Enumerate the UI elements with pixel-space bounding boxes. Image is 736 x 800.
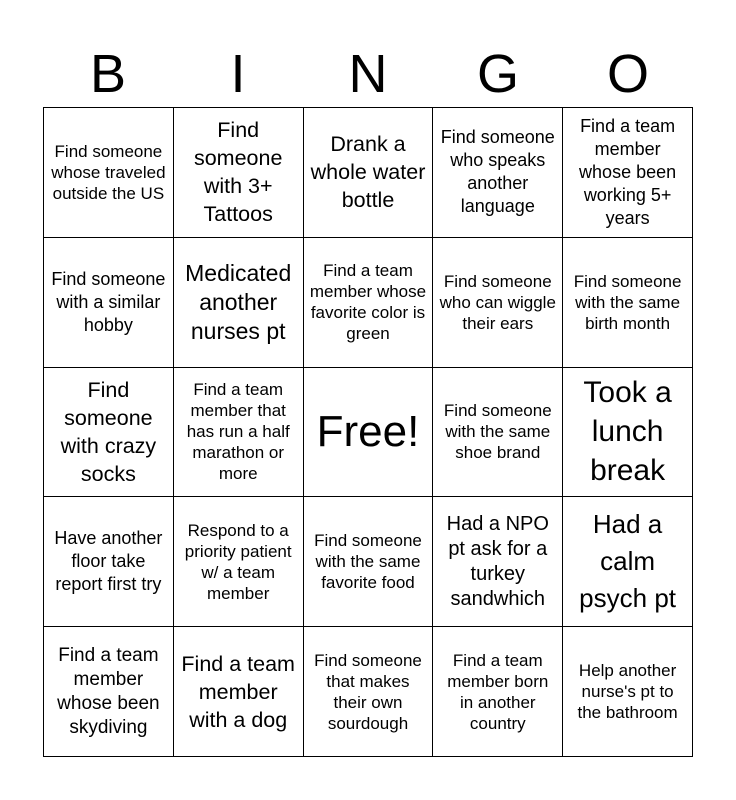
cell-text: Had a NPO pt ask for a turkey sandwhich <box>446 512 549 610</box>
bingo-cell[interactable] <box>304 497 434 627</box>
free-space[interactable] <box>304 368 434 498</box>
bingo-cell[interactable] <box>44 497 174 627</box>
cell-text: Find someone who speaks another language <box>440 127 555 217</box>
bingo-header <box>43 40 693 108</box>
bingo-cell[interactable] <box>44 627 174 757</box>
bingo-cell[interactable] <box>44 108 174 238</box>
bingo-cell[interactable] <box>433 627 563 757</box>
bingo-cell[interactable] <box>433 108 563 238</box>
bingo-cell[interactable] <box>44 238 174 368</box>
bingo-cell[interactable] <box>174 238 304 368</box>
header-letter-i: I <box>230 44 246 104</box>
cell-text: Find someone whose traveled outside the US <box>51 141 166 203</box>
cell-text: Find a team member whose been skydiving <box>57 644 160 738</box>
cell-text: Find someone that makes their own sourdough <box>314 650 422 733</box>
header-letter-n: N <box>348 44 388 104</box>
cell-text: Find a team member with a dog <box>181 651 295 732</box>
cell-text: Help another nurse's pt to the bathroom <box>577 661 678 723</box>
bingo-cell[interactable] <box>563 497 693 627</box>
bingo-cell[interactable] <box>433 497 563 627</box>
bingo-cell[interactable] <box>433 368 563 498</box>
bingo-cell[interactable] <box>433 238 563 368</box>
bingo-cell[interactable] <box>174 627 304 757</box>
free-space-text: Free! <box>316 406 420 456</box>
cell-text: Find someone with the same shoe brand <box>443 401 552 463</box>
bingo-cell[interactable] <box>563 238 693 368</box>
bingo-cell[interactable] <box>563 627 693 757</box>
bingo-cell[interactable] <box>563 108 693 238</box>
cell-text: Medicated another nurses pt <box>185 259 292 344</box>
cell-text: Find someone with a similar hobby <box>51 268 166 335</box>
header-letter-g: G <box>476 44 519 104</box>
bingo-cell[interactable] <box>174 497 304 627</box>
bingo-cell[interactable] <box>304 108 434 238</box>
bingo-cell[interactable] <box>563 368 693 498</box>
bingo-cell[interactable] <box>174 368 304 498</box>
cell-text: Find someone with 3+ Tattoos <box>193 118 283 227</box>
cell-text: Find a team member that has run a half marathon or more <box>186 380 290 484</box>
bingo-board <box>43 107 693 757</box>
cell-text: Find someone with crazy socks <box>60 377 157 486</box>
cell-text: Find a team member born in another country <box>447 650 549 733</box>
header-letter-o: O <box>606 44 649 104</box>
cell-text: Find someone with the same favorite food <box>314 531 422 593</box>
bingo-cell[interactable] <box>304 627 434 757</box>
cell-text: Have another floor take report first try <box>54 528 163 595</box>
bingo-cell[interactable] <box>44 368 174 498</box>
cell-text: Find someone with the same birth month <box>573 271 682 333</box>
cell-text: Find a team member whose been working 5+ years <box>579 115 677 228</box>
header-letter-b: B <box>89 44 127 104</box>
cell-text: Find someone who can wiggle their ears <box>439 271 556 333</box>
cell-text: Find a team member whose favorite color is green <box>309 261 427 344</box>
cell-text: Drank a whole water bottle <box>310 132 426 213</box>
cell-text: Respond to a priority patient w/ a team member <box>184 520 292 603</box>
bingo-cell[interactable] <box>174 108 304 238</box>
cell-text: Took a lunch break <box>583 376 672 488</box>
bingo-cell[interactable] <box>304 238 434 368</box>
cell-text: Had a calm psych pt <box>579 509 676 614</box>
